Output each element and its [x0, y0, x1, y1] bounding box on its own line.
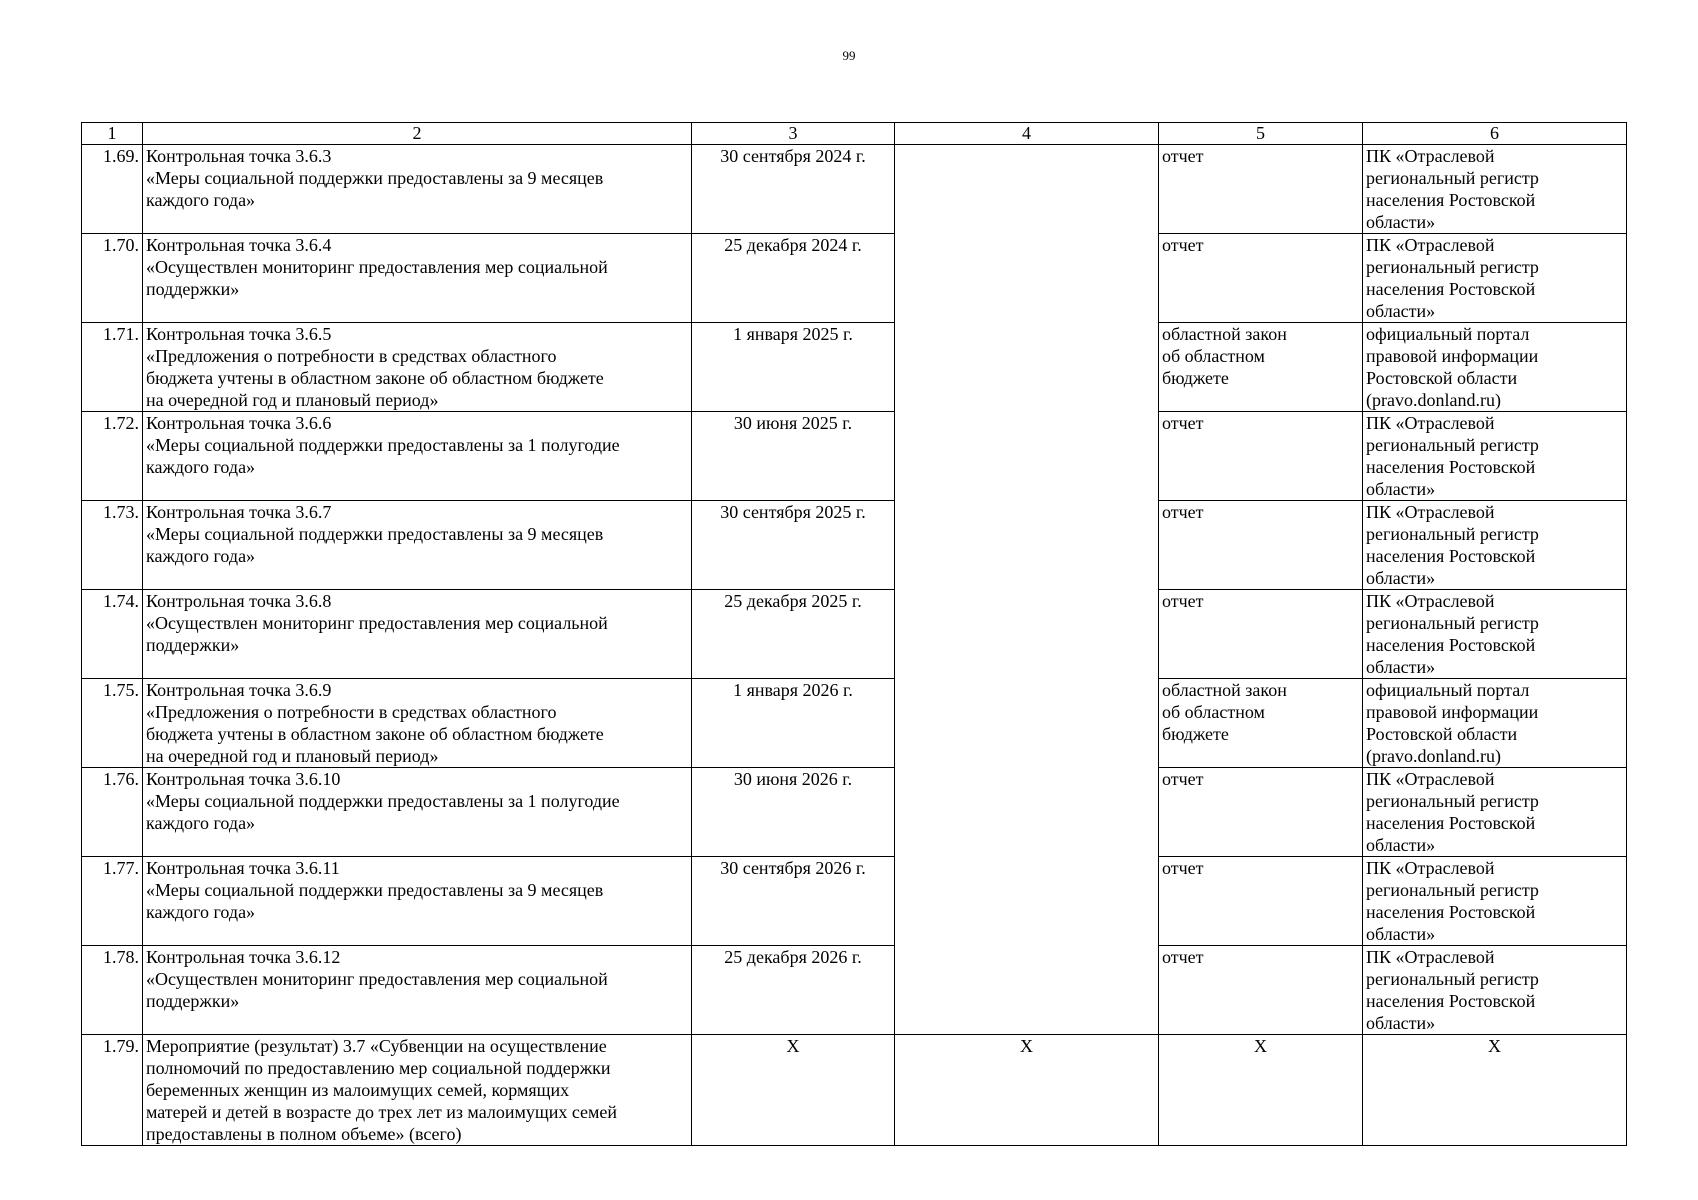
- desc-line: поддержки»: [146, 991, 240, 1011]
- info-source-cell: [1363, 590, 1627, 679]
- table-row: [82, 768, 1627, 857]
- description-cell: [143, 501, 692, 590]
- responsible-cell: [895, 234, 1159, 323]
- source-line: населения Ростовской: [1366, 902, 1536, 922]
- desc-line: бюджета учтены в областном законе об областном бюджете: [146, 368, 604, 388]
- desc-line: поддержки»: [146, 279, 240, 299]
- row-number: 1.72.: [82, 412, 143, 501]
- doc-line: об областном: [1162, 346, 1265, 366]
- document-type-cell: [1159, 1035, 1363, 1146]
- row-number: 1.76.: [82, 768, 143, 857]
- info-source-cell: [1363, 768, 1627, 857]
- doc-line: отчет: [1162, 858, 1204, 878]
- desc-line: «Меры социальной поддержки предоставлены за 9 месяцев: [146, 880, 604, 900]
- date-cell: 25 декабря 2026 г.: [692, 946, 895, 1035]
- desc-line: беременных женщин из малоимущих семей, кормящих: [146, 1080, 570, 1100]
- table-row: [82, 323, 1627, 412]
- table-row: [82, 501, 1627, 590]
- source-line: области»: [1366, 479, 1436, 499]
- description-cell: [143, 323, 692, 412]
- document-type-cell: [1159, 501, 1363, 590]
- doc-line: X: [1254, 1036, 1267, 1056]
- date-cell: 25 декабря 2025 г.: [692, 590, 895, 679]
- column-header: 4: [895, 123, 1159, 145]
- source-line: (pravo.donland.ru): [1366, 746, 1501, 766]
- desc-line: «Меры социальной поддержки предоставлены за 1 полугодие: [146, 435, 620, 455]
- row-number: 1.77.: [82, 857, 143, 946]
- source-line: Ростовской области: [1366, 368, 1518, 388]
- description-cell: [143, 679, 692, 768]
- source-line: области»: [1366, 1013, 1436, 1033]
- header-row: [82, 123, 1627, 145]
- responsible-cell: [895, 768, 1159, 857]
- desc-line: матерей и детей в возрасте до трех лет из малоимущих семей: [146, 1102, 618, 1122]
- table-row: [82, 946, 1627, 1035]
- desc-line: Контрольная точка 3.6.11: [146, 858, 340, 878]
- info-source-cell: [1363, 857, 1627, 946]
- source-line: ПК «Отраслевой: [1366, 591, 1495, 611]
- date-cell: 25 декабря 2024 г.: [692, 234, 895, 323]
- responsible-cell: X: [895, 1035, 1159, 1146]
- doc-line: отчет: [1162, 235, 1204, 255]
- responsible-cell: [895, 145, 1159, 234]
- document-type-cell: [1159, 768, 1363, 857]
- column-header: 6: [1363, 123, 1627, 145]
- source-line: X: [1488, 1036, 1501, 1056]
- row-number: 1.79.: [82, 1035, 143, 1146]
- responsible-cell: [895, 679, 1159, 768]
- source-line: области»: [1366, 212, 1436, 232]
- date-cell: 30 июня 2025 г.: [692, 412, 895, 501]
- row-number: 1.70.: [82, 234, 143, 323]
- source-line: области»: [1366, 568, 1436, 588]
- column-header: 1: [82, 123, 143, 145]
- desc-line: Контрольная точка 3.6.8: [146, 591, 332, 611]
- table-row: [82, 1035, 1627, 1146]
- source-line: населения Ростовской: [1366, 813, 1536, 833]
- table-row: [82, 679, 1627, 768]
- desc-line: Мероприятие (результат) 3.7 «Субвенции на осуществление: [146, 1036, 607, 1056]
- document-type-cell: [1159, 323, 1363, 412]
- document-type-cell: [1159, 590, 1363, 679]
- column-header: 2: [143, 123, 692, 145]
- document-type-cell: [1159, 857, 1363, 946]
- desc-line: предоставлены в полном объеме» (всего): [146, 1124, 462, 1144]
- source-line: населения Ростовской: [1366, 635, 1536, 655]
- desc-line: на очередной год и плановый период»: [146, 746, 439, 766]
- info-source-cell: [1363, 946, 1627, 1035]
- desc-line: «Осуществлен мониторинг предоставления мер социальной: [146, 613, 608, 633]
- date-cell: 30 сентября 2024 г.: [692, 145, 895, 234]
- doc-line: об областном: [1162, 702, 1265, 722]
- source-line: региональный регистр: [1366, 168, 1539, 188]
- control-points-table: [81, 122, 1627, 1146]
- desc-line: Контрольная точка 3.6.4: [146, 235, 332, 255]
- date-cell: 30 июня 2026 г.: [692, 768, 895, 857]
- column-header: 3: [692, 123, 895, 145]
- description-cell: [143, 768, 692, 857]
- desc-line: Контрольная точка 3.6.3: [146, 146, 332, 166]
- source-line: ПК «Отраслевой: [1366, 947, 1495, 967]
- doc-line: областной закон: [1162, 324, 1287, 344]
- doc-line: отчет: [1162, 769, 1204, 789]
- row-number: 1.74.: [82, 590, 143, 679]
- doc-line: отчет: [1162, 146, 1204, 166]
- info-source-cell: [1363, 234, 1627, 323]
- desc-line: «Предложения о потребности в средствах областного: [146, 702, 557, 722]
- date-cell: X: [692, 1035, 895, 1146]
- description-cell: [143, 590, 692, 679]
- desc-line: каждого года»: [146, 813, 256, 833]
- desc-line: Контрольная точка 3.6.10: [146, 769, 341, 789]
- desc-line: «Меры социальной поддержки предоставлены за 1 полугодие: [146, 791, 620, 811]
- info-source-cell: [1363, 323, 1627, 412]
- source-line: региональный регистр: [1366, 613, 1539, 633]
- source-line: ПК «Отраслевой: [1366, 858, 1495, 878]
- source-line: области»: [1366, 301, 1436, 321]
- responsible-cell: [895, 412, 1159, 501]
- source-line: правовой информации: [1366, 346, 1539, 366]
- row-number: 1.71.: [82, 323, 143, 412]
- doc-line: бюджете: [1162, 368, 1229, 388]
- desc-line: Контрольная точка 3.6.6: [146, 413, 332, 433]
- source-line: ПК «Отраслевой: [1366, 235, 1495, 255]
- date-cell: 1 января 2026 г.: [692, 679, 895, 768]
- document-type-cell: [1159, 234, 1363, 323]
- source-line: области»: [1366, 835, 1436, 855]
- row-number: 1.78.: [82, 946, 143, 1035]
- source-line: населения Ростовской: [1366, 991, 1536, 1011]
- source-line: ПК «Отраслевой: [1366, 502, 1495, 522]
- responsible-cell: [895, 946, 1159, 1035]
- desc-line: бюджета учтены в областном законе об областном бюджете: [146, 724, 604, 744]
- source-line: региональный регистр: [1366, 791, 1539, 811]
- source-line: региональный регистр: [1366, 257, 1539, 277]
- table-row: [82, 412, 1627, 501]
- date-cell: 1 января 2025 г.: [692, 323, 895, 412]
- desc-line: Контрольная точка 3.6.5: [146, 324, 332, 344]
- doc-line: отчет: [1162, 947, 1204, 967]
- source-line: ПК «Отраслевой: [1366, 413, 1495, 433]
- column-header: 5: [1159, 123, 1363, 145]
- desc-line: «Меры социальной поддержки предоставлены за 9 месяцев: [146, 168, 604, 188]
- desc-line: «Осуществлен мониторинг предоставления мер социальной: [146, 969, 608, 989]
- source-line: населения Ростовской: [1366, 546, 1536, 566]
- source-line: официальный портал: [1366, 324, 1530, 344]
- document-type-cell: [1159, 145, 1363, 234]
- desc-line: Контрольная точка 3.6.9: [146, 680, 332, 700]
- source-line: ПК «Отраслевой: [1366, 769, 1495, 789]
- source-line: области»: [1366, 924, 1436, 944]
- desc-line: на очередной год и плановый период»: [146, 390, 439, 410]
- desc-line: каждого года»: [146, 902, 256, 922]
- desc-line: каждого года»: [146, 190, 256, 210]
- desc-line: «Осуществлен мониторинг предоставления мер социальной: [146, 257, 608, 277]
- table-row: [82, 857, 1627, 946]
- document-type-cell: [1159, 412, 1363, 501]
- responsible-cell: [895, 501, 1159, 590]
- info-source-cell: [1363, 412, 1627, 501]
- responsible-cell: [895, 857, 1159, 946]
- source-line: региональный регистр: [1366, 969, 1539, 989]
- source-line: региональный регистр: [1366, 880, 1539, 900]
- row-number: 1.69.: [82, 145, 143, 234]
- doc-line: областной закон: [1162, 680, 1287, 700]
- description-cell: [143, 412, 692, 501]
- date-cell: 30 сентября 2026 г.: [692, 857, 895, 946]
- description-cell: [143, 857, 692, 946]
- source-line: региональный регистр: [1366, 524, 1539, 544]
- source-line: населения Ростовской: [1366, 190, 1536, 210]
- description-cell: [143, 145, 692, 234]
- source-line: Ростовской области: [1366, 724, 1518, 744]
- desc-line: полномочий по предоставлению мер социальной поддержки: [146, 1058, 611, 1078]
- document-type-cell: [1159, 946, 1363, 1035]
- info-source-cell: [1363, 679, 1627, 768]
- source-line: официальный портал: [1366, 680, 1530, 700]
- description-cell: [143, 234, 692, 323]
- table-row: [82, 145, 1627, 234]
- document-type-cell: [1159, 679, 1363, 768]
- desc-line: «Предложения о потребности в средствах областного: [146, 346, 557, 366]
- desc-line: «Меры социальной поддержки предоставлены за 9 месяцев: [146, 524, 604, 544]
- source-line: ПК «Отраслевой: [1366, 146, 1495, 166]
- responsible-cell: [895, 590, 1159, 679]
- source-line: населения Ростовской: [1366, 457, 1536, 477]
- info-source-cell: [1363, 1035, 1627, 1146]
- info-source-cell: [1363, 145, 1627, 234]
- date-cell: 30 сентября 2025 г.: [692, 501, 895, 590]
- table-row: [82, 234, 1627, 323]
- desc-line: каждого года»: [146, 457, 256, 477]
- source-line: региональный регистр: [1366, 435, 1539, 455]
- source-line: населения Ростовской: [1366, 279, 1536, 299]
- doc-line: бюджете: [1162, 724, 1229, 744]
- info-source-cell: [1363, 501, 1627, 590]
- responsible-cell: [895, 323, 1159, 412]
- desc-line: поддержки»: [146, 635, 240, 655]
- desc-line: Контрольная точка 3.6.12: [146, 947, 341, 967]
- page-number: 99: [842, 48, 856, 63]
- doc-line: отчет: [1162, 413, 1204, 433]
- doc-line: отчет: [1162, 591, 1204, 611]
- description-cell: [143, 946, 692, 1035]
- doc-line: отчет: [1162, 502, 1204, 522]
- description-cell: [143, 1035, 692, 1146]
- table-row: [82, 590, 1627, 679]
- row-number: 1.75.: [82, 679, 143, 768]
- desc-line: Контрольная точка 3.6.7: [146, 502, 332, 522]
- desc-line: каждого года»: [146, 546, 256, 566]
- source-line: правовой информации: [1366, 702, 1539, 722]
- source-line: (pravo.donland.ru): [1366, 390, 1501, 410]
- row-number: 1.73.: [82, 501, 143, 590]
- source-line: области»: [1366, 657, 1436, 677]
